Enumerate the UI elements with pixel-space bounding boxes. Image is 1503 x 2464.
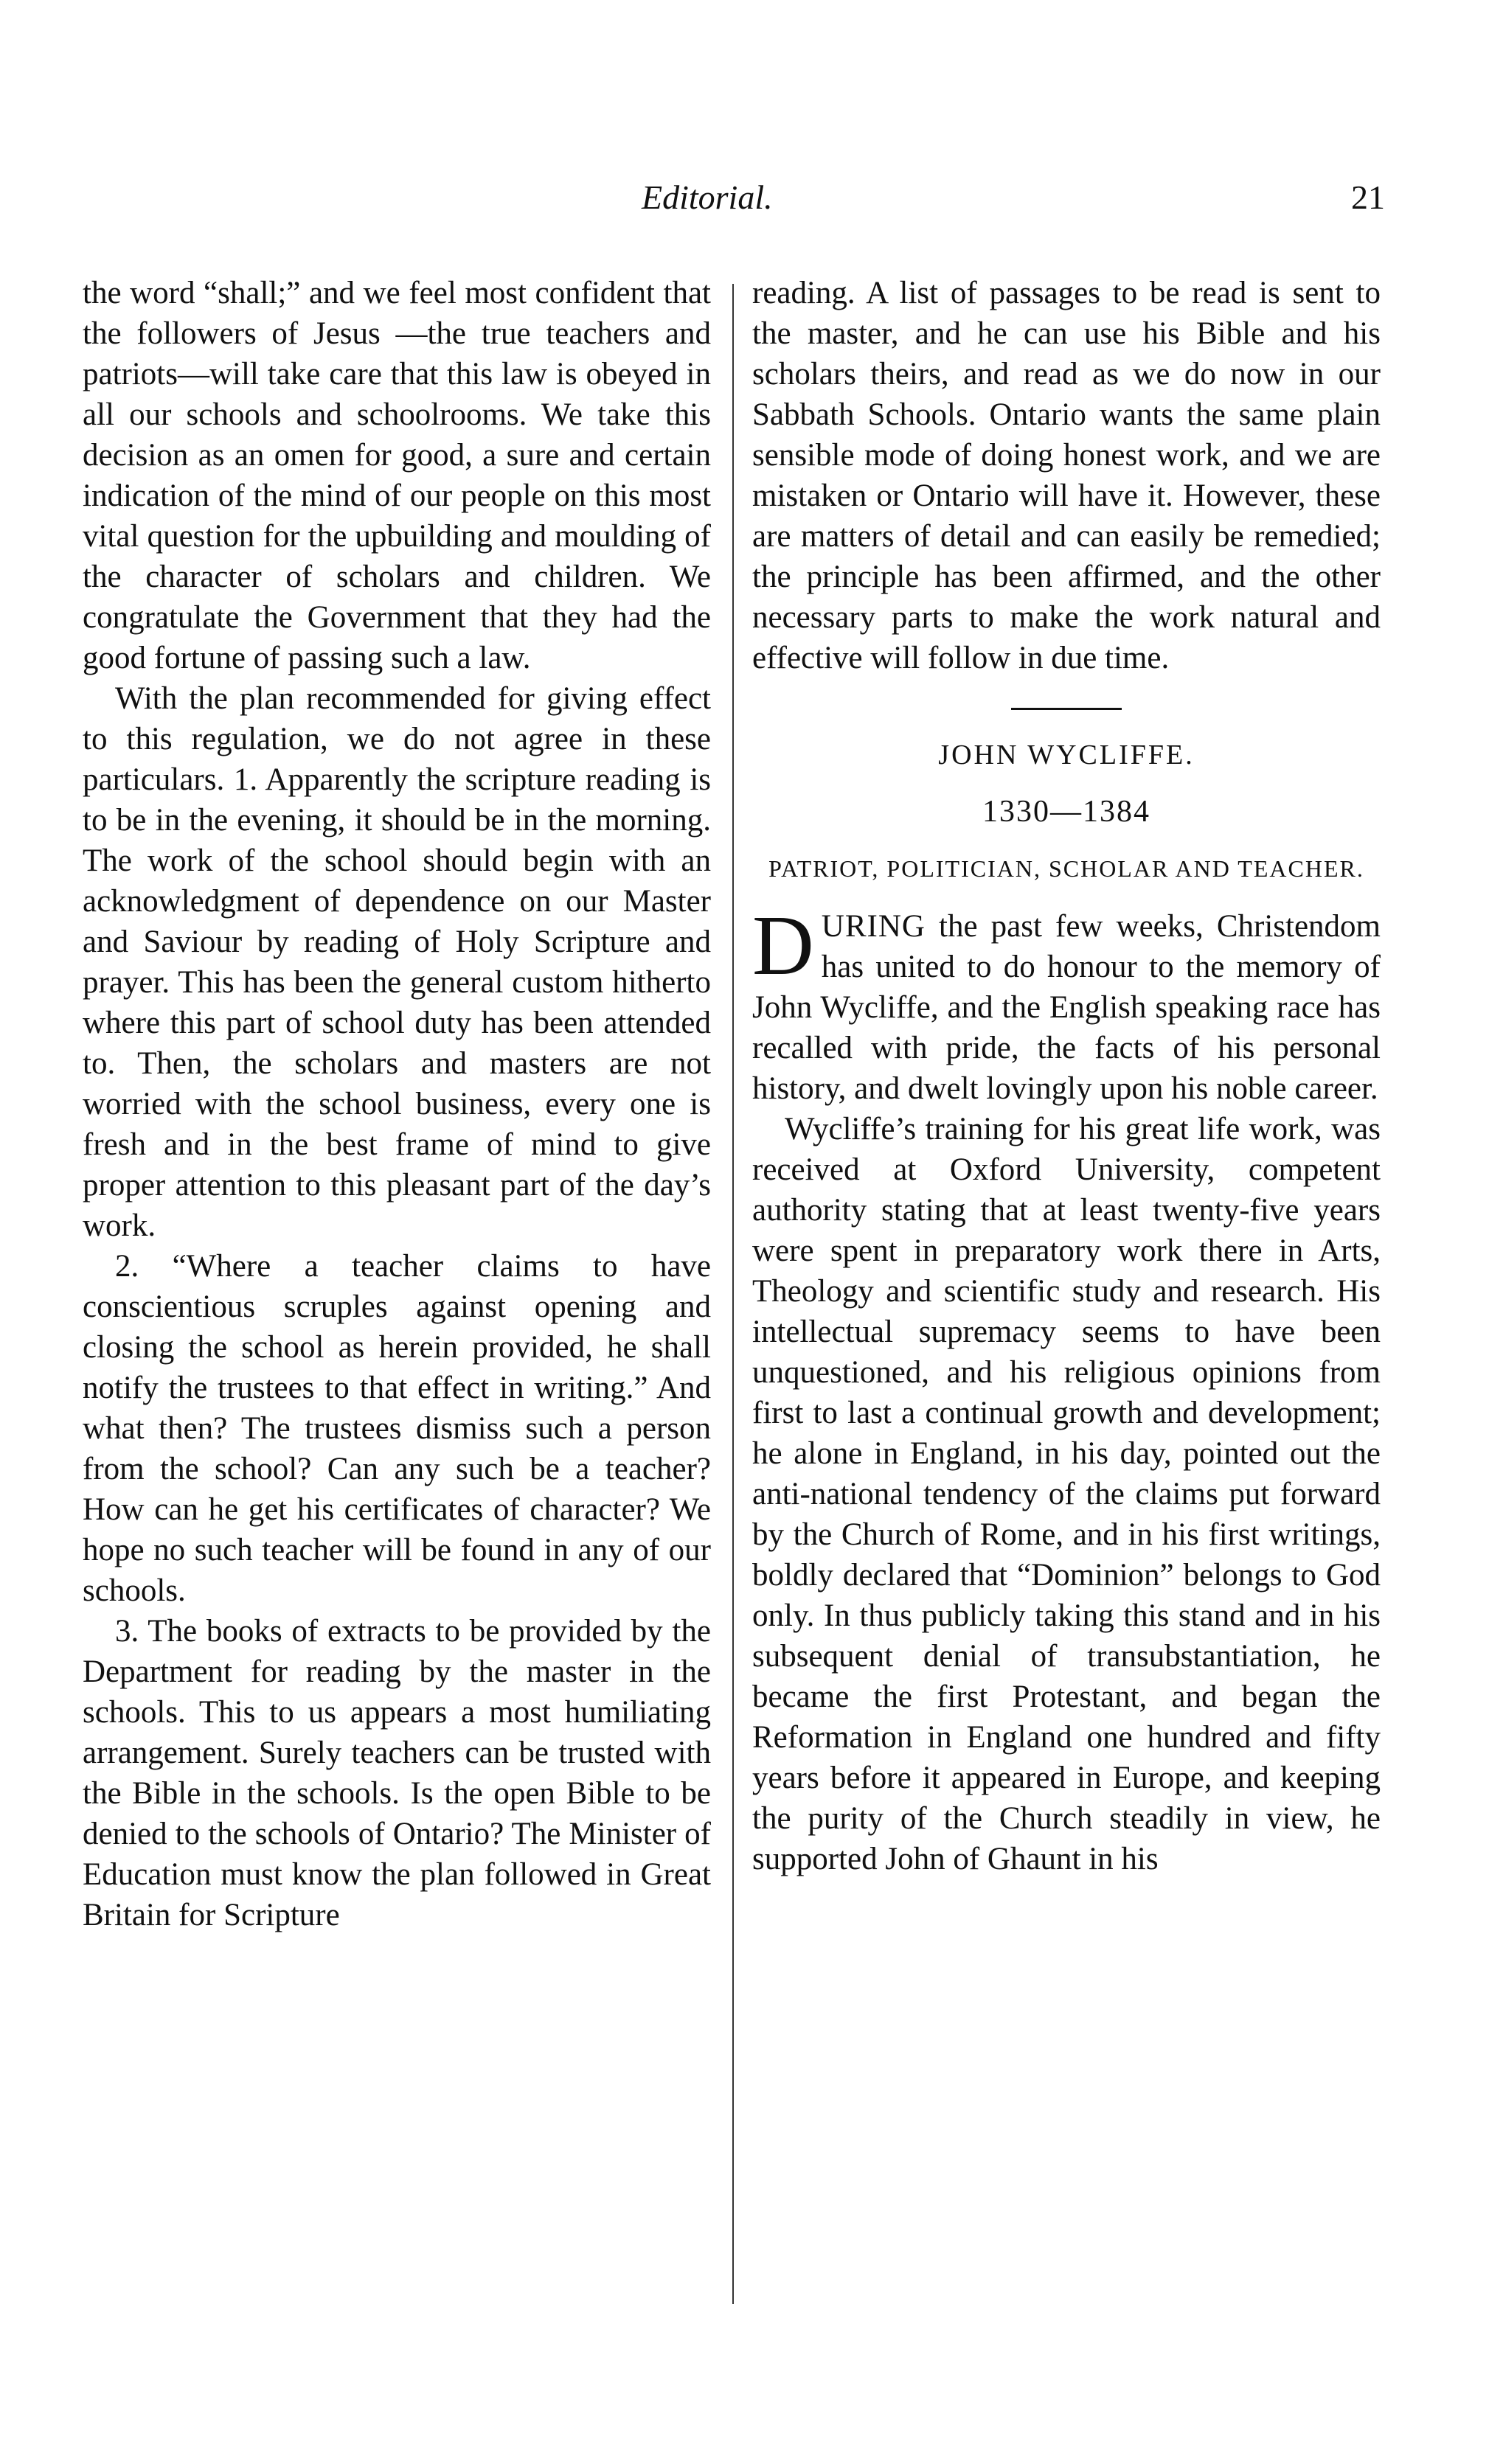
- drop-cap-paragraph: [752, 899, 1381, 1109]
- drop-cap-word: URING: [821, 909, 926, 944]
- running-title: Editorial.: [642, 178, 773, 216]
- right-paragraph-wycliffe-training: Wycliffe’s training for his great life work, was received at Oxford University, competent authority stating that at least twenty-five years were spent in preparatory work there in Arts, Theology and scientific study and research. His intellectual supremacy seems to have been unquestioned, and his religious opinions from first to last a continual growth and development; he alone in England, in his day, pointed out the anti-national tendency of the claims put forward by the Church of Rome, and in his first writings, boldly declared that “Dominion” belongs to God only. In thus publicly taking this stand and in his subsequent denial of transubstantiation, he became the first Protestant, and began the Reformation in England one hundred and fifty years before it appeared in Europe, and keeping the purity of the Church steadily in view, he supported John of Ghaunt in his: [752, 1112, 1381, 1876]
- page-number: 21: [1351, 178, 1385, 216]
- right-column: [752, 273, 1381, 1879]
- right-intro-paragraph: reading. A list of passages to be read is sent to the master, and he can use his Bible and his scholars theirs, and read as we do now in our Sabbath Schools. Ontario wants the same plain sensible mode of doing honest work, and we are mistaken or Ontario will have it. However, these are matters of detail and can easily be remedied; the principle has been affirmed, and the other necessary parts to make the work natural and effective will follow in due time.: [752, 276, 1381, 675]
- left-paragraph-1: the word “shall;” and we feel most confident that the followers of Jesus —the true teachers and patriots—will take care that this law is obeyed in all our schools and schoolrooms. We take this decision as an omen for good, a sure and certain indication of the mind of our people on this most vital question for the upbuilding and moulding of the character of scholars and children. We congratulate the Government that they had the good fortune of passing such a law.: [83, 276, 711, 675]
- section-title: JOHN WYCLIFFE.: [938, 739, 1195, 770]
- drop-cap-paragraph-text: the past few weeks, Christendom has united to do honour to the memory of John Wycliffe, and the English speaking race has recalled with pride, the facts of his personal history, and dwelt lovingly upon his noble career.: [752, 909, 1381, 1106]
- section-dates: 1330—1384: [982, 795, 1150, 829]
- left-column: [83, 273, 711, 1935]
- section-subtitle: PATRIOT, POLITICIAN, SCHOLAR AND TEACHER.: [768, 855, 1364, 882]
- left-paragraph-2: With the plan recommended for giving effect to this regulation, we do not agree in these particulars. 1. Apparently the scripture reading is to be in the evening, it should be in the morning. The work of the school should begin with an acknowledgment of dependence on our Master and Saviour by reading of Holy Scripture and prayer. This has been the general custom hitherto where this part of school duty has been attended to. Then, the scholars and masters are not worried with the school business, every one is fresh and in the best frame of mind to give proper attention to this pleasant part of the day’s work.: [83, 681, 711, 1243]
- left-paragraph-3: 2. “Where a teacher claims to have conscientious scruples against opening and closing the school as herein provided, he shall notify the trustees to that effect in writing.” And what then? The trustees dismiss such a person from the school? Can any such be a teacher? How can he get his certificates of character? We hope no such teacher will be found in any of our schools.: [83, 1249, 711, 1608]
- section-rule: [1011, 708, 1122, 710]
- left-paragraph-4: 3. The books of extracts to be provided by the Department for reading by the master in the schools. This to us appears a most humiliating arrangement. Surely teachers can be trusted with the Bible in the schools. Is the open Bible to be denied to the schools of Ontario? The Minister of Education must know the plan followed in Great Britain for Scripture: [83, 1614, 711, 1932]
- column-divider: [732, 284, 734, 2304]
- drop-cap-letter: D: [752, 899, 814, 993]
- page-header: [0, 174, 1503, 233]
